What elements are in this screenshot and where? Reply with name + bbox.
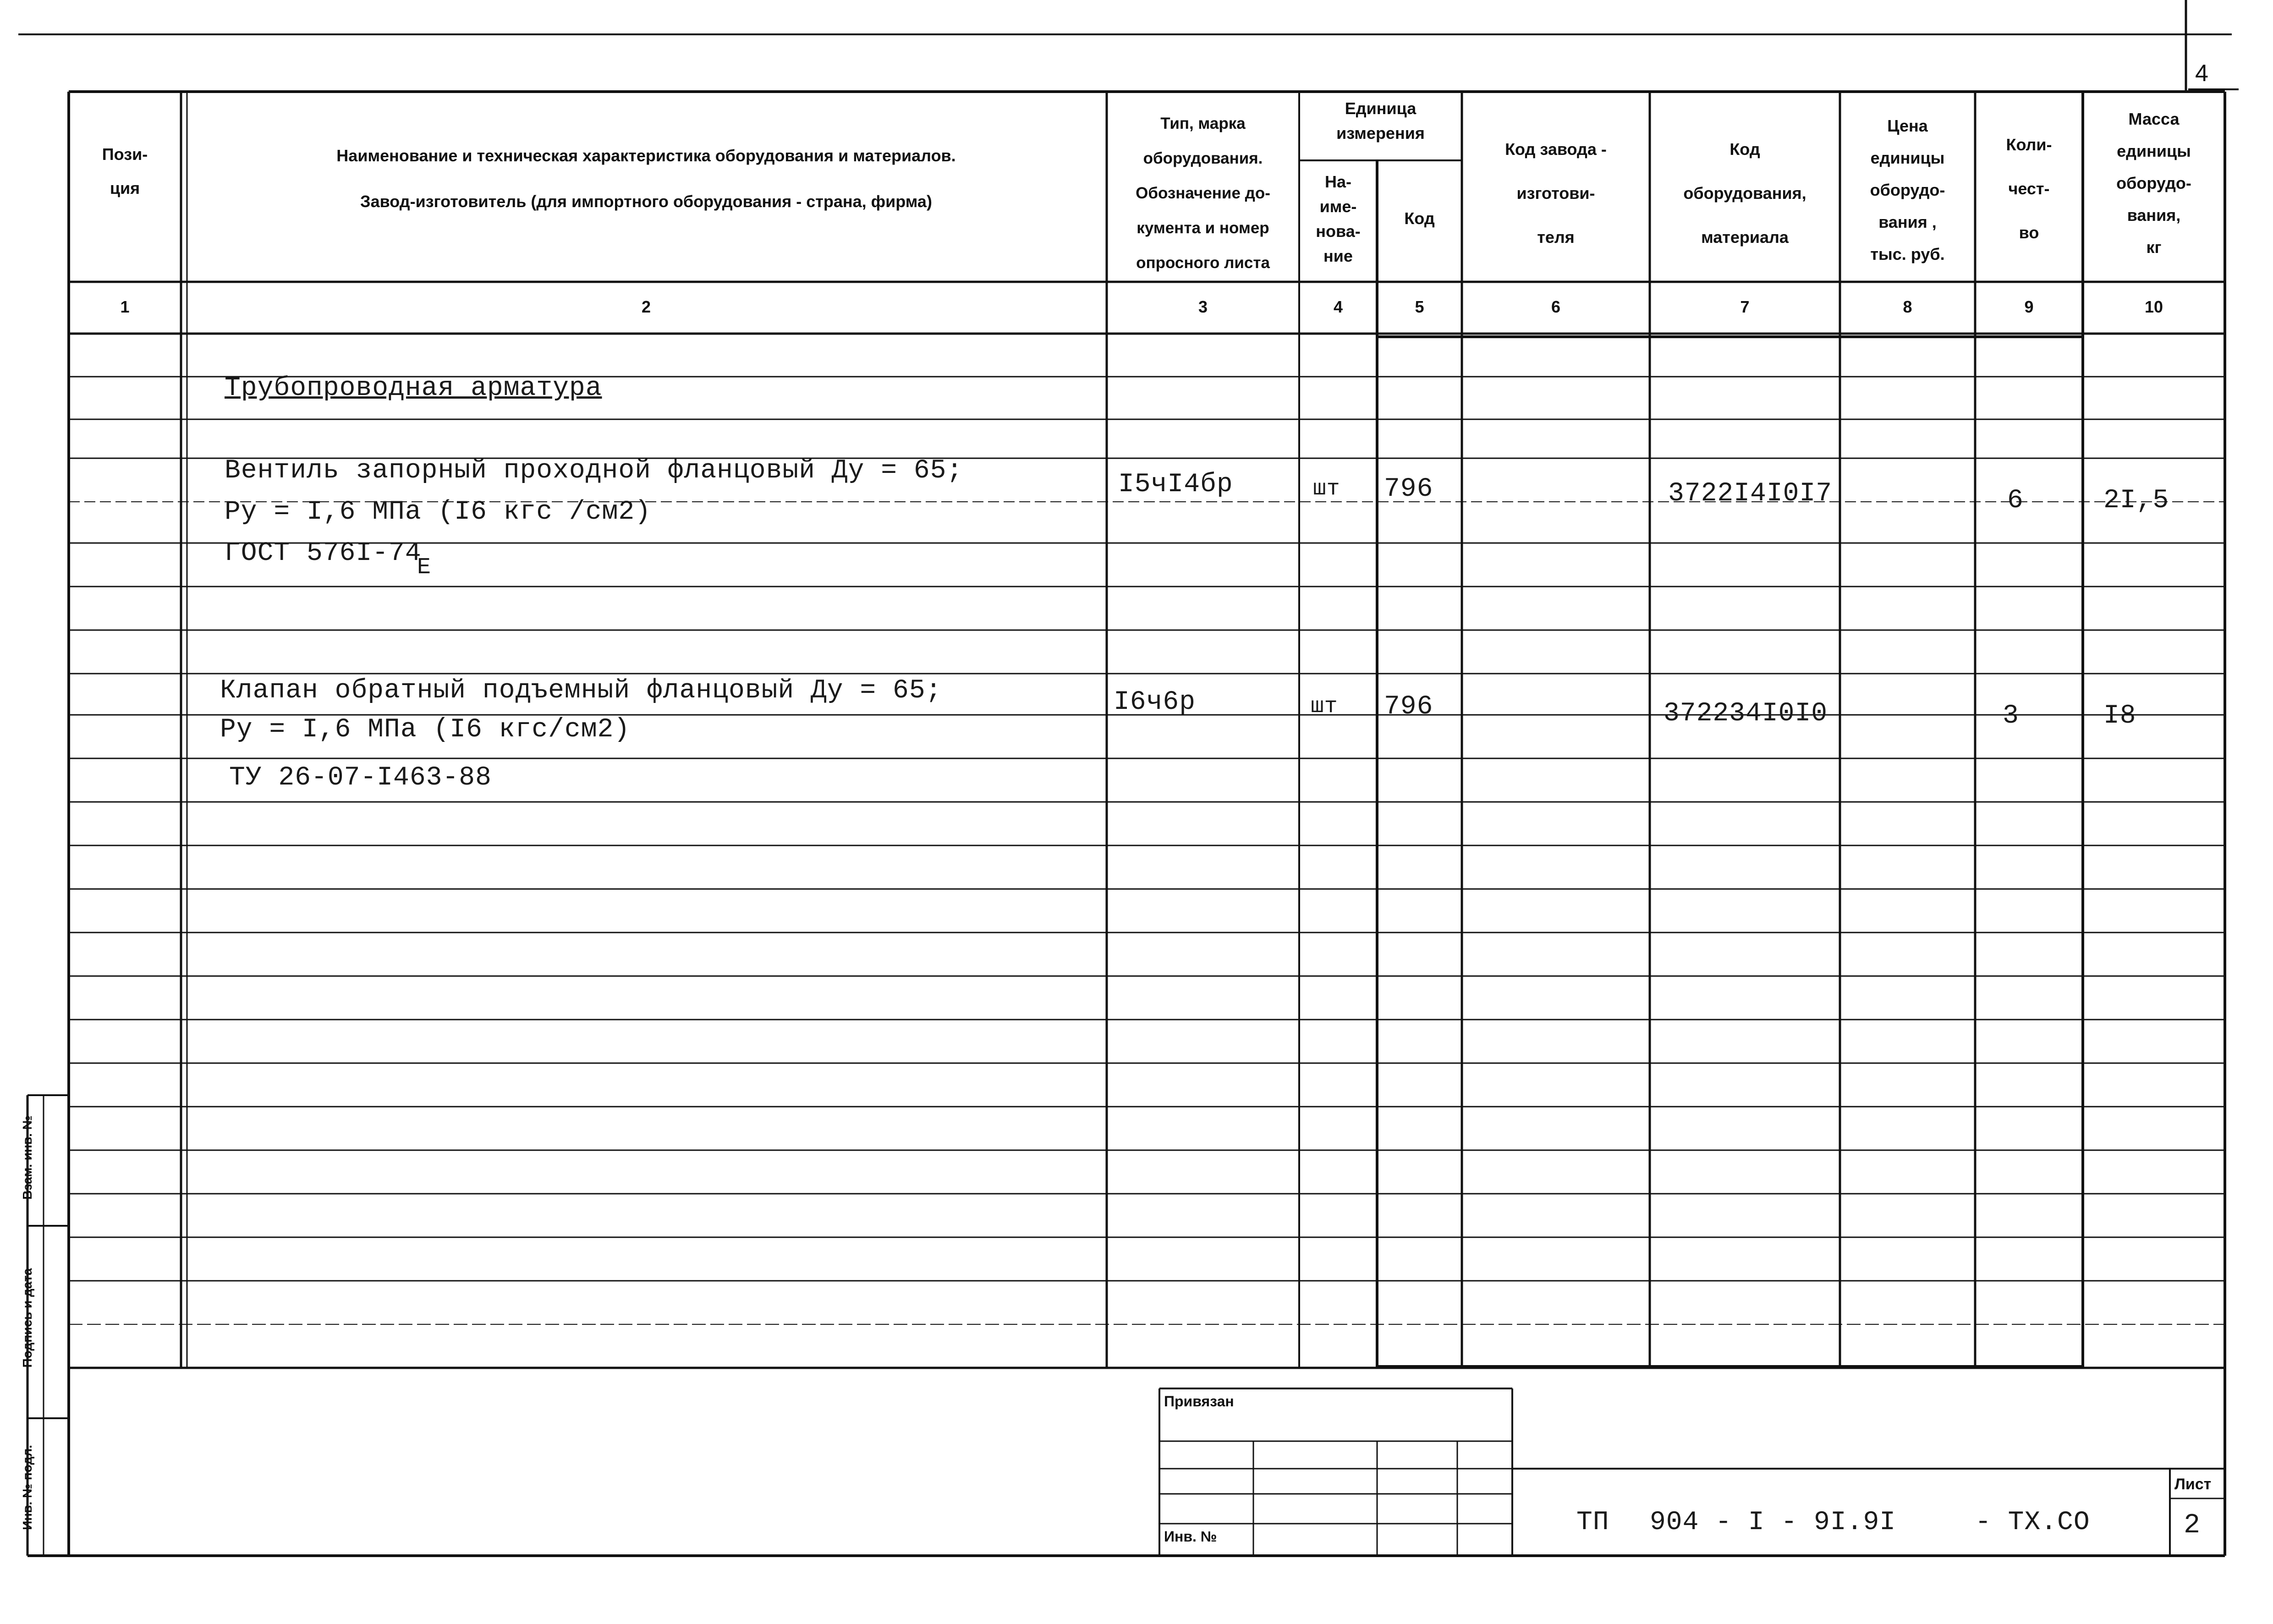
col-number-5: 5 (1415, 297, 1424, 316)
header-quantity: Коли- чест- во (2006, 135, 2052, 242)
item-2-name-line2: Ру = I,6 MПa (I6 кгс/см2) (220, 715, 631, 745)
item-2-name-line3: ТУ 26-07-I463-88 (229, 763, 492, 793)
header-type: Тип, марка оборудования. Обозначение до- кумента и номер опросного листа (1136, 115, 1270, 272)
item-2-unit-name: шт (1311, 694, 1338, 719)
item-2-equipment-code: 372234I0I0 (1664, 699, 1828, 729)
stamp-inv-label: Инв. № (1164, 1528, 1217, 1545)
margin-label-original-inv: Инв. № подл. (20, 1445, 34, 1530)
item-2-mass: I8 (2103, 701, 2136, 731)
item-1-unit-name: шт (1313, 477, 1340, 501)
col-number-9: 9 (2024, 297, 2034, 316)
item-1-mass: 2I,5 (2103, 486, 2169, 516)
page-number: 4 (2195, 60, 2208, 87)
col-number-6: 6 (1551, 297, 1561, 316)
header-factory-code: Код завода - изготови- теля (1505, 140, 1607, 247)
col-number-7: 7 (1740, 297, 1750, 316)
stamp-attached-label: Привязан (1164, 1393, 1234, 1410)
header-unit-name: На- име- нова- ние (1316, 172, 1361, 265)
section-title: Трубопроводная арматура (225, 373, 602, 403)
item-2-name-line1: Клапан обратный подъемный фланцовый Ду = 65; (220, 676, 942, 706)
item-1-equipment-code: 3722I4I0I7 (1668, 479, 1833, 509)
doc-code-suffix: - ТХ.СО (1975, 1508, 2090, 1537)
header-equipment-code: Код оборудования, материала (1683, 140, 1806, 247)
item-1-unit-code: 796 (1384, 474, 1433, 504)
header-unit-group: Единица измерения (1336, 99, 1425, 143)
header-price: Цена единицы оборудо- вания , тыс. руб. (1870, 116, 1945, 263)
item-2-quantity: 3 (2003, 701, 2019, 731)
header-name: Наименование и техническая характеристика оборудования и материалов. Завод-изготовитель (для импортного оборудования - страна, фирма) (336, 146, 956, 211)
item-1-name-line1: Вентиль запорный проходной фланцовый Ду = 65; (225, 456, 963, 486)
col-number-3: 3 (1198, 297, 1208, 316)
margin-label-replaced-inv: Взам. инв. № (20, 1115, 34, 1200)
item-1-name-line3: ГОСТ 576I-74 (225, 538, 422, 568)
sheet-label: Лист (2174, 1476, 2212, 1493)
item-1-name-mark: Е (417, 554, 432, 581)
item-1-type: I5чI4бр (1118, 470, 1233, 499)
col-number-1: 1 (120, 297, 130, 316)
item-2-type: I6ч6р (1114, 687, 1196, 717)
sheet-number: 2 (2184, 1510, 2201, 1541)
doc-code-tp: ТП (1576, 1508, 1609, 1537)
item-2-unit-code: 796 (1384, 692, 1433, 722)
header-unit-code: Код (1404, 209, 1435, 228)
item-1-name-line2: Ру = I,6 MПa (I6 кгс /см2) (225, 497, 651, 527)
col-number-8: 8 (1903, 297, 1912, 316)
col-number-2: 2 (641, 297, 651, 316)
header-position: Пози- ция (102, 145, 148, 198)
margin-label-signature-date: Подпись и дата (20, 1268, 34, 1368)
doc-code-number: 904 - I - 9I.9I (1650, 1508, 1896, 1537)
col-number-4: 4 (1333, 297, 1343, 316)
col-number-10: 10 (2144, 297, 2163, 316)
item-1-quantity: 6 (2007, 486, 2024, 516)
header-mass: Масса единицы оборудо- вания, кг (2116, 110, 2191, 257)
